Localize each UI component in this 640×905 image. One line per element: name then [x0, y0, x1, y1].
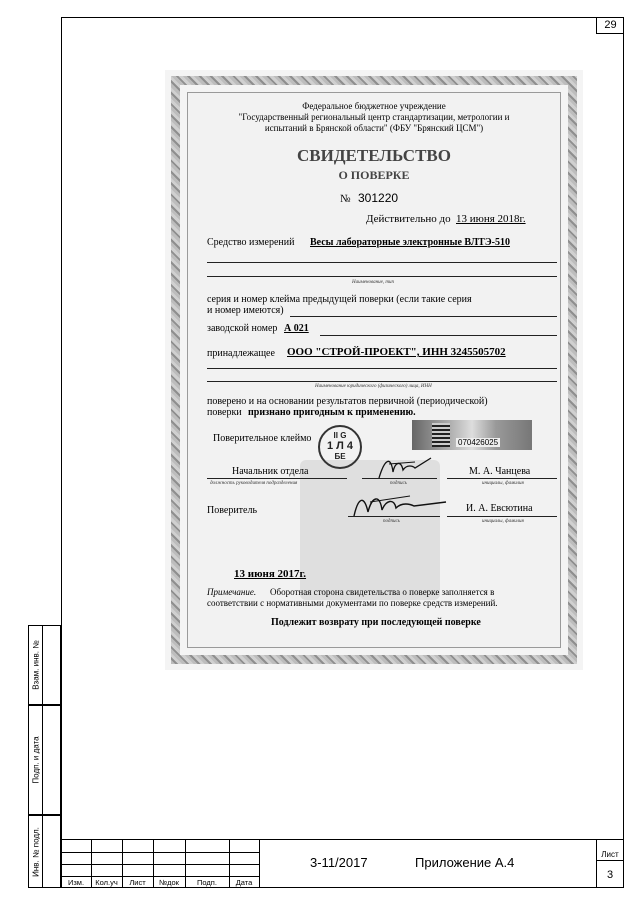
hologram-sticker	[412, 420, 532, 450]
side-label-sign-date: Подп. и дата	[31, 736, 41, 784]
title-block-header-date: Дата	[235, 878, 253, 887]
owner-caption: Наименование юридического (физического) лица, ИНН	[315, 384, 432, 389]
org-line-2: "Государственный региональный центр стандартизации, метрологии и	[238, 112, 510, 122]
head-name: М. А. Чанцева	[469, 466, 531, 477]
org-line-3: испытаний в Брянской области" (ФБУ "Брянский ЦСМ")	[264, 123, 484, 133]
head-sign-caption: подпись	[390, 481, 407, 486]
owner-value: ООО "СТРОЙ-ПРОЕКТ", ИНН 3245505702	[287, 346, 506, 358]
title-block-header-list: Лист	[129, 878, 146, 887]
page-number-top: 29	[596, 17, 624, 34]
result-line-2-bold: признано пригодным к применению.	[248, 407, 416, 418]
verifier-sign-caption: подпись	[383, 519, 400, 524]
certificate-subtitle: О ПОВЕРКЕ	[338, 168, 410, 182]
series-line-1: серия и номер клейма предыдущей поверки (если такие серия	[207, 294, 472, 305]
valid-prefix: Действительно до	[366, 213, 451, 225]
title-block-header-izm: Изм.	[67, 878, 85, 887]
title-block-header-ndok: №док	[159, 878, 179, 887]
hologram-code: 070426025	[458, 438, 499, 447]
stamp-mark-bot: БЕ	[334, 452, 346, 461]
result-line-1: поверено и на основании результатов первичной (периодической)	[207, 396, 488, 407]
sheet-label: Лист	[601, 850, 619, 859]
title-block-header-kol-uch: Кол.уч	[95, 878, 118, 887]
certificate-title: СВИДЕТЕЛЬСТВО	[297, 146, 451, 165]
certificate-number: 301220	[358, 191, 399, 205]
side-label-inv-podl: Инв. № подл.	[31, 826, 41, 877]
certificate-date: 13 июня 2017г.	[234, 568, 307, 580]
org-line-1: Федеральное бюджетное учреждение	[302, 101, 446, 111]
document-code: 3-11/2017	[310, 855, 368, 870]
document-name: Приложение А.4	[415, 855, 515, 870]
result-line-2-prefix: поверки	[207, 407, 242, 418]
head-signature	[375, 452, 435, 484]
head-position-caption: должность руководителя подразделения	[210, 481, 298, 486]
stamp-mark-mid: 1 Л 4	[326, 440, 354, 452]
side-field-sign-date	[28, 705, 61, 815]
serial-label: заводской номер	[207, 323, 278, 334]
note-line-2: соответствии с нормативными документами по поверке средств измерений.	[207, 598, 498, 608]
valid-until: 13 июня 2018г.	[456, 213, 526, 225]
instrument-label: Средство измерений	[207, 237, 295, 248]
return-note: Подлежит возврату при последующей поверке	[271, 617, 481, 628]
instrument-caption: Наименование, тип	[352, 280, 394, 285]
instrument-value: Весы лабораторные электронные ВЛТЭ-510	[310, 237, 510, 248]
side-field-inv-zam	[28, 625, 61, 705]
stamp-label: Поверительное клеймо	[213, 433, 312, 444]
stamp-mark-top: II G	[333, 431, 347, 440]
head-position: Начальник отдела	[232, 466, 309, 477]
series-line-2: и номер имеются)	[207, 305, 284, 316]
owner-label: принадлежащее	[207, 348, 275, 359]
verifier-name: И. А. Евсютина	[466, 503, 533, 514]
number-prefix: №	[340, 193, 351, 205]
hologram-barcode-icon	[432, 423, 450, 447]
side-field-inv-podl	[28, 815, 61, 888]
sheet-number: 3	[606, 869, 614, 881]
serial-value: А 021	[284, 323, 309, 334]
verifier-name-caption: инициалы, фамилия	[482, 519, 524, 524]
side-label-inv-zam: Взам. инв. №	[31, 640, 41, 690]
note-line-1: Оборотная сторона свидетельства о поверке заполняется в	[270, 587, 495, 597]
title-block-header-podp: Подп.	[197, 878, 217, 887]
note-label: Примечание.	[207, 587, 257, 597]
verifier-label: Поверитель	[207, 505, 258, 516]
verification-stamp	[318, 425, 362, 469]
head-name-caption: инициалы, фамилия	[482, 481, 524, 486]
